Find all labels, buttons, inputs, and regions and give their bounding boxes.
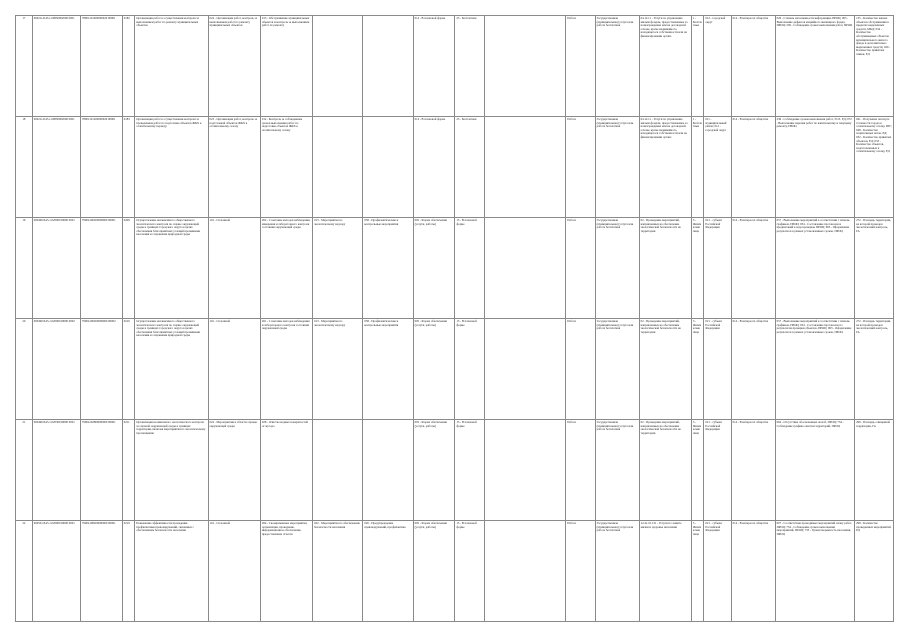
blank-cell <box>484 218 566 319</box>
volume-indicators-cell: 272 - Площадь территории, на которой проведен экологический контроль, ГА <box>855 218 894 319</box>
activity-code-cell: 04.12.11 - Услуги по управлению жилым фондом, предоставляемые за вознаграждение или на договорной основе, кроме недвижимого, находящегося собственности или на финансировании органа <box>639 16 691 117</box>
consumer-category-cell: 1 - Бесплатные <box>691 16 704 117</box>
volume-indicators-cell: 298 - Количество проведенных мероприятий, ЕД <box>855 521 894 622</box>
blank-cell <box>484 16 566 117</box>
row-number: 21 <box>16 420 33 521</box>
purpose-cell: 014 - В интересах общества <box>731 420 775 521</box>
table-row <box>16 218 894 319</box>
condition-1-cell: 005 - Форма обеспечения (услуги, работы) <box>413 319 455 420</box>
row-number: 22 <box>16 521 33 622</box>
condition-1-cell: 005 - Форма обеспечения (услуги, работы) <box>413 521 455 622</box>
registry-number-cell: 78001101200000020 00001 <box>80 117 122 218</box>
content-4-cell <box>363 420 413 521</box>
content-4-cell: 058 - Профилактические и контрольные мероприятия <box>363 319 413 420</box>
quality-indicators-cell: 057 - Выполнение мероприятий в соответствии с планом-графиком, ПРОЦ; 034 - Составление протоколов и предписаний в ходе проверки, ПРОЦ; 063 - Оформление результатов в рамках установленных сроков, ПРОЦ <box>775 218 855 319</box>
content-3-cell <box>313 117 363 218</box>
registry-number-cell: 79004100200009000 00001 <box>80 218 122 319</box>
table-row <box>16 16 894 117</box>
content-1-cell: 024 - Мероприятия в области охраны окружающей среды <box>208 420 260 521</box>
content-1-cell: 023 - Организация работ, контроль за подготовкой объектов ЖКХ к отопительному сезону <box>208 117 260 218</box>
content-4-cell: 020 - Предупреждение правонарушений, профилактика <box>363 521 413 622</box>
quality-indicators-cell: 236 - Соблюдение сроков выполнения работ, УСЛ. ЕД; 072 - Выполнение перечня работ по капитальному и текущему ремонту, ПРОЦ <box>775 117 855 218</box>
registry-code-cell: 000490.Р.45.1.02000019000 0001 <box>32 218 80 319</box>
work-name-cell: Осуществление независимого общественного экологического контроля по охране окружающей среды в границах городского округа в целях обеспечения благоприятных условий проживания населения и сохранения природной среды <box>135 319 208 420</box>
activity-code-cell: 12.41.10.131 - Услуги по защите жизни и здоровья населения <box>639 521 691 622</box>
content-3-cell <box>313 420 363 521</box>
work-name-cell: Организация независимого экологического контроля за охраной окружающей среды в границах территории, включая мероприятия по экологическому просвещению <box>135 420 208 521</box>
quality-indicators-cell: 007 - Соответствие проводимых мероприятий плану работ, ПРОЦ; 734 - Соблюдение сроков выполнения мероприятий, ПРОЦ; 735 - Удовлетворенность населения, ПРОЦ <box>775 521 855 622</box>
condition-2-cell: 23 - Бесплатная <box>455 16 484 117</box>
consumer-category-cell: 3 - Физические лица <box>691 420 704 521</box>
consumer-category-cell: 3 - Физические лица <box>691 521 704 622</box>
condition-2-cell: 15 - В плановой форме <box>455 319 484 420</box>
type-cell: Работа <box>566 319 595 420</box>
content-4-cell <box>363 16 413 117</box>
registry-code-cell: 000211.Р.45.1.00830002000 0001 <box>32 16 80 117</box>
content-2-cell: 261 - Сочетание методов наблюдения и лабораторного контроля состояния окружающей среды <box>260 319 312 420</box>
condition-2-cell: 15 - В плановой форме <box>455 420 484 521</box>
work-name-cell: Осуществление независимого общественного экологического контроля по охране окружающей среды в границах городского округа в целях обеспечения благоприятных условий проживания населения и сохранения природной среды <box>135 218 208 319</box>
subcode-cell: 0182 <box>122 16 135 117</box>
volume-indicators-cell: 041 - Получение паспорта готовности города к отопительному сезону, ШТ; 048 - Количество подписанных актов, ЕД; 032 - Количество принятых объектов, ЕД; 033 - Количество объектов, подготовленных к отопительному сезону, ЕД <box>855 117 894 218</box>
purpose-cell: 014 - В интересах общества <box>731 16 775 117</box>
purpose-cell: 014 - В интересах общества <box>731 218 775 319</box>
subcode-cell: 0183 <box>122 117 135 218</box>
purpose-cell: 014 - В интересах общества <box>731 319 775 420</box>
blank-cell <box>484 521 566 622</box>
activity-code-cell: 02 - Проведение мероприятий, направленных на обеспечение экологической безопасности на территории <box>639 420 691 521</box>
level-cell: 021 - субъект Российской Федерации <box>704 218 731 319</box>
content-4-cell <box>363 117 413 218</box>
registry-code-cell: 000490.Р.45.1.02000019000 0002 <box>32 319 80 420</box>
activity-code-cell: 02 - Проведение мероприятий, направленных на обеспечение экологической безопасности на территории <box>639 319 691 420</box>
payment-status-cell: Государственная (муниципальная) услуга или работа бесплатная <box>595 117 639 218</box>
payment-status-cell: Государственная (муниципальная) услуга или работа бесплатная <box>595 521 639 622</box>
content-2-cell: 264 - Своевременные мероприятия, организация, проведение, информационное обеспечение, предоставление отчетов <box>260 521 312 622</box>
table-row <box>16 319 894 420</box>
registry-number-cell: 79004108200000000 00001 <box>80 521 122 622</box>
registry-table <box>15 15 894 622</box>
type-cell: Работа <box>566 16 595 117</box>
quality-indicators-cell: 057 - Выполнение мероприятий в соответствии с планом-графиком, ПРОЦ; 034 - Составление протоколов по результатам проверки объектов, ПРОЦ; 063 - Оформление результатов в рамках установленных сроков, ПРОЦ <box>775 319 855 420</box>
content-1-cell: 024 - Организация работ, контроль за выполнением работ по ремонту муниципальных объектов <box>208 16 260 117</box>
volume-indicators-cell: 296 - Площадь очищенной территории, ГА <box>855 420 894 521</box>
registry-code-cell: 000501.Р.45.1.02090019000 0001 <box>32 521 80 622</box>
payment-status-cell: Государственная (муниципальная) услуга или работа бесплатная <box>595 420 639 521</box>
subcode-cell: 0211 <box>122 420 135 521</box>
content-4-cell: 058 - Профилактические и контрольные мероприятия <box>363 218 413 319</box>
registry-number-cell: 79004100200009000 00002 <box>80 319 122 420</box>
quality-indicators-cell: 026 - Степень заполненности информации, ПРОЦ; 005 - Выполнение дефектов аварийного жилищного фонда, ПРОЦ; 236 - Соблюдение сроков выполнения работ, ПРОЦ <box>775 16 855 117</box>
content-2-cell: 028 - Очистка водных поверхностей от мусора <box>260 420 312 521</box>
condition-2-cell: 15 - В плановой форме <box>455 521 484 622</box>
registry-number-cell: 78001101000000020 00001 <box>80 16 122 117</box>
content-1-cell: 116 - Сплошной <box>208 218 260 319</box>
payment-status-cell: Государственная (муниципальная) услуга или работа бесплатная <box>595 16 639 117</box>
content-1-cell: 116 - Сплошной <box>208 319 260 420</box>
content-1-cell: 116 - Сплошной <box>208 521 260 622</box>
type-cell: Работа <box>566 117 595 218</box>
row-number: 20 <box>16 319 33 420</box>
condition-1-cell: 014 - В плановой форме <box>413 16 455 117</box>
consumer-category-cell: 3 - Физические лица <box>691 319 704 420</box>
table-row <box>16 521 894 622</box>
activity-code-cell: 04.12.11 - Услуги по управлению жилым фондом, предоставляемые за вознаграждение или на договорной основе, кроме недвижимого, находящегося собственности или на финансировании органа <box>639 117 691 218</box>
table-row <box>16 420 894 521</box>
row-number: 18 <box>16 117 33 218</box>
payment-status-cell: Государственная (муниципальная) услуга или работа бесплатная <box>595 218 639 319</box>
type-cell: Работа <box>566 218 595 319</box>
level-cell: 011 - муниципальный район; 012 - городской округ <box>704 117 731 218</box>
condition-1-cell: 014 - В плановой форме <box>413 117 455 218</box>
registry-number-cell: 79004102800000000 00001 <box>80 420 122 521</box>
content-3-cell: 013 - Мероприятия по экологическому надзору <box>313 218 363 319</box>
condition-1-cell: 005 - Форма обеспечения (услуги, работы) <box>413 218 455 319</box>
type-cell: Работа <box>566 521 595 622</box>
level-cell: 021 - субъект Российской Федерации <box>704 521 731 622</box>
row-number: 17 <box>16 16 33 117</box>
volume-indicators-cell: 135 - Количество жилых объектов обслуживания в пределах выделенных средств, МКД; 034 - Количество обслуживаемых объектов муниципального жилого фонда и дополнительно выделенных средств; 029 - Количество принятых заявок, ЕД <box>855 16 894 117</box>
blank-cell <box>484 117 566 218</box>
blank-cell <box>484 420 566 521</box>
quality-indicators-cell: 064 - Отсутствие обоснованных жалоб, ПРОЦ; 734 - Соблюдение графика очистки территорий, ПРОЦ <box>775 420 855 521</box>
table-row <box>16 117 894 218</box>
purpose-cell: 014 - В интересах общества <box>731 521 775 622</box>
content-3-cell <box>313 16 363 117</box>
level-cell: 021 - субъект Российской Федерации <box>704 319 731 420</box>
payment-status-cell: Государственная (муниципальная) услуга или работа бесплатная <box>595 319 639 420</box>
work-name-cell: Организация работ в осуществлении контроля за проведением работ по подготовке объектов ЖКХ к отопительному периоду <box>135 117 208 218</box>
condition-1-cell: 005 - Форма обеспечения (услуги, работы) <box>413 420 455 521</box>
volume-indicators-cell: 272 - Площадь территории, на которой проведен экологический контроль, ГА <box>855 319 894 420</box>
content-2-cell: 013 - Обслуживание муниципальных объектов и контроль за выполнением работ по ремонту <box>260 16 312 117</box>
type-cell: Работа <box>566 420 595 521</box>
level-cell: 021 - субъект Российской Федерации <box>704 420 731 521</box>
content-2-cell: 012 - Контроль за соблюдением сроков выполнения работ по подготовке объектов ЖКХ к отопительному сезону <box>260 117 312 218</box>
blank-cell <box>484 319 566 420</box>
registry-code-cell: 000211.Р.45.1.00830002000 0001 <box>32 117 80 218</box>
content-3-cell: 022 - Мероприятия по обеспечению безопасности населения <box>313 521 363 622</box>
consumer-category-cell: 1 - Бесплатные <box>691 117 704 218</box>
work-name-cell: Повышение эффективности проведения профилактики правонарушений, связанных с обеспечением безопасности населения <box>135 521 208 622</box>
registry-code-cell: 000490.Р.45.1.02030019000 0001 <box>32 420 80 521</box>
level-cell: 012 - городской округ <box>704 16 731 117</box>
content-2-cell: 262 - Сочетание методов наблюдения, измерения и лабораторного контроля состояния окружающей среды <box>260 218 312 319</box>
subcode-cell: 0219 <box>122 521 135 622</box>
row-number: 19 <box>16 218 33 319</box>
subcode-cell: 0210 <box>122 319 135 420</box>
work-name-cell: Организация работ в осуществлении контроля за выполнением работ по ремонту муниципальных объектов <box>135 16 208 117</box>
activity-code-cell: 02 - Проведение мероприятий, направленных на обеспечение экологической безопасности на территории <box>639 218 691 319</box>
condition-2-cell: 15 - В плановой форме <box>455 218 484 319</box>
consumer-category-cell: 3 - Физические лица <box>691 218 704 319</box>
purpose-cell: 014 - В интересах общества <box>731 117 775 218</box>
subcode-cell: 0209 <box>122 218 135 319</box>
content-3-cell: 013 - Мероприятия по экологическому надзору <box>313 319 363 420</box>
condition-2-cell: 23 - Бесплатная <box>455 117 484 218</box>
